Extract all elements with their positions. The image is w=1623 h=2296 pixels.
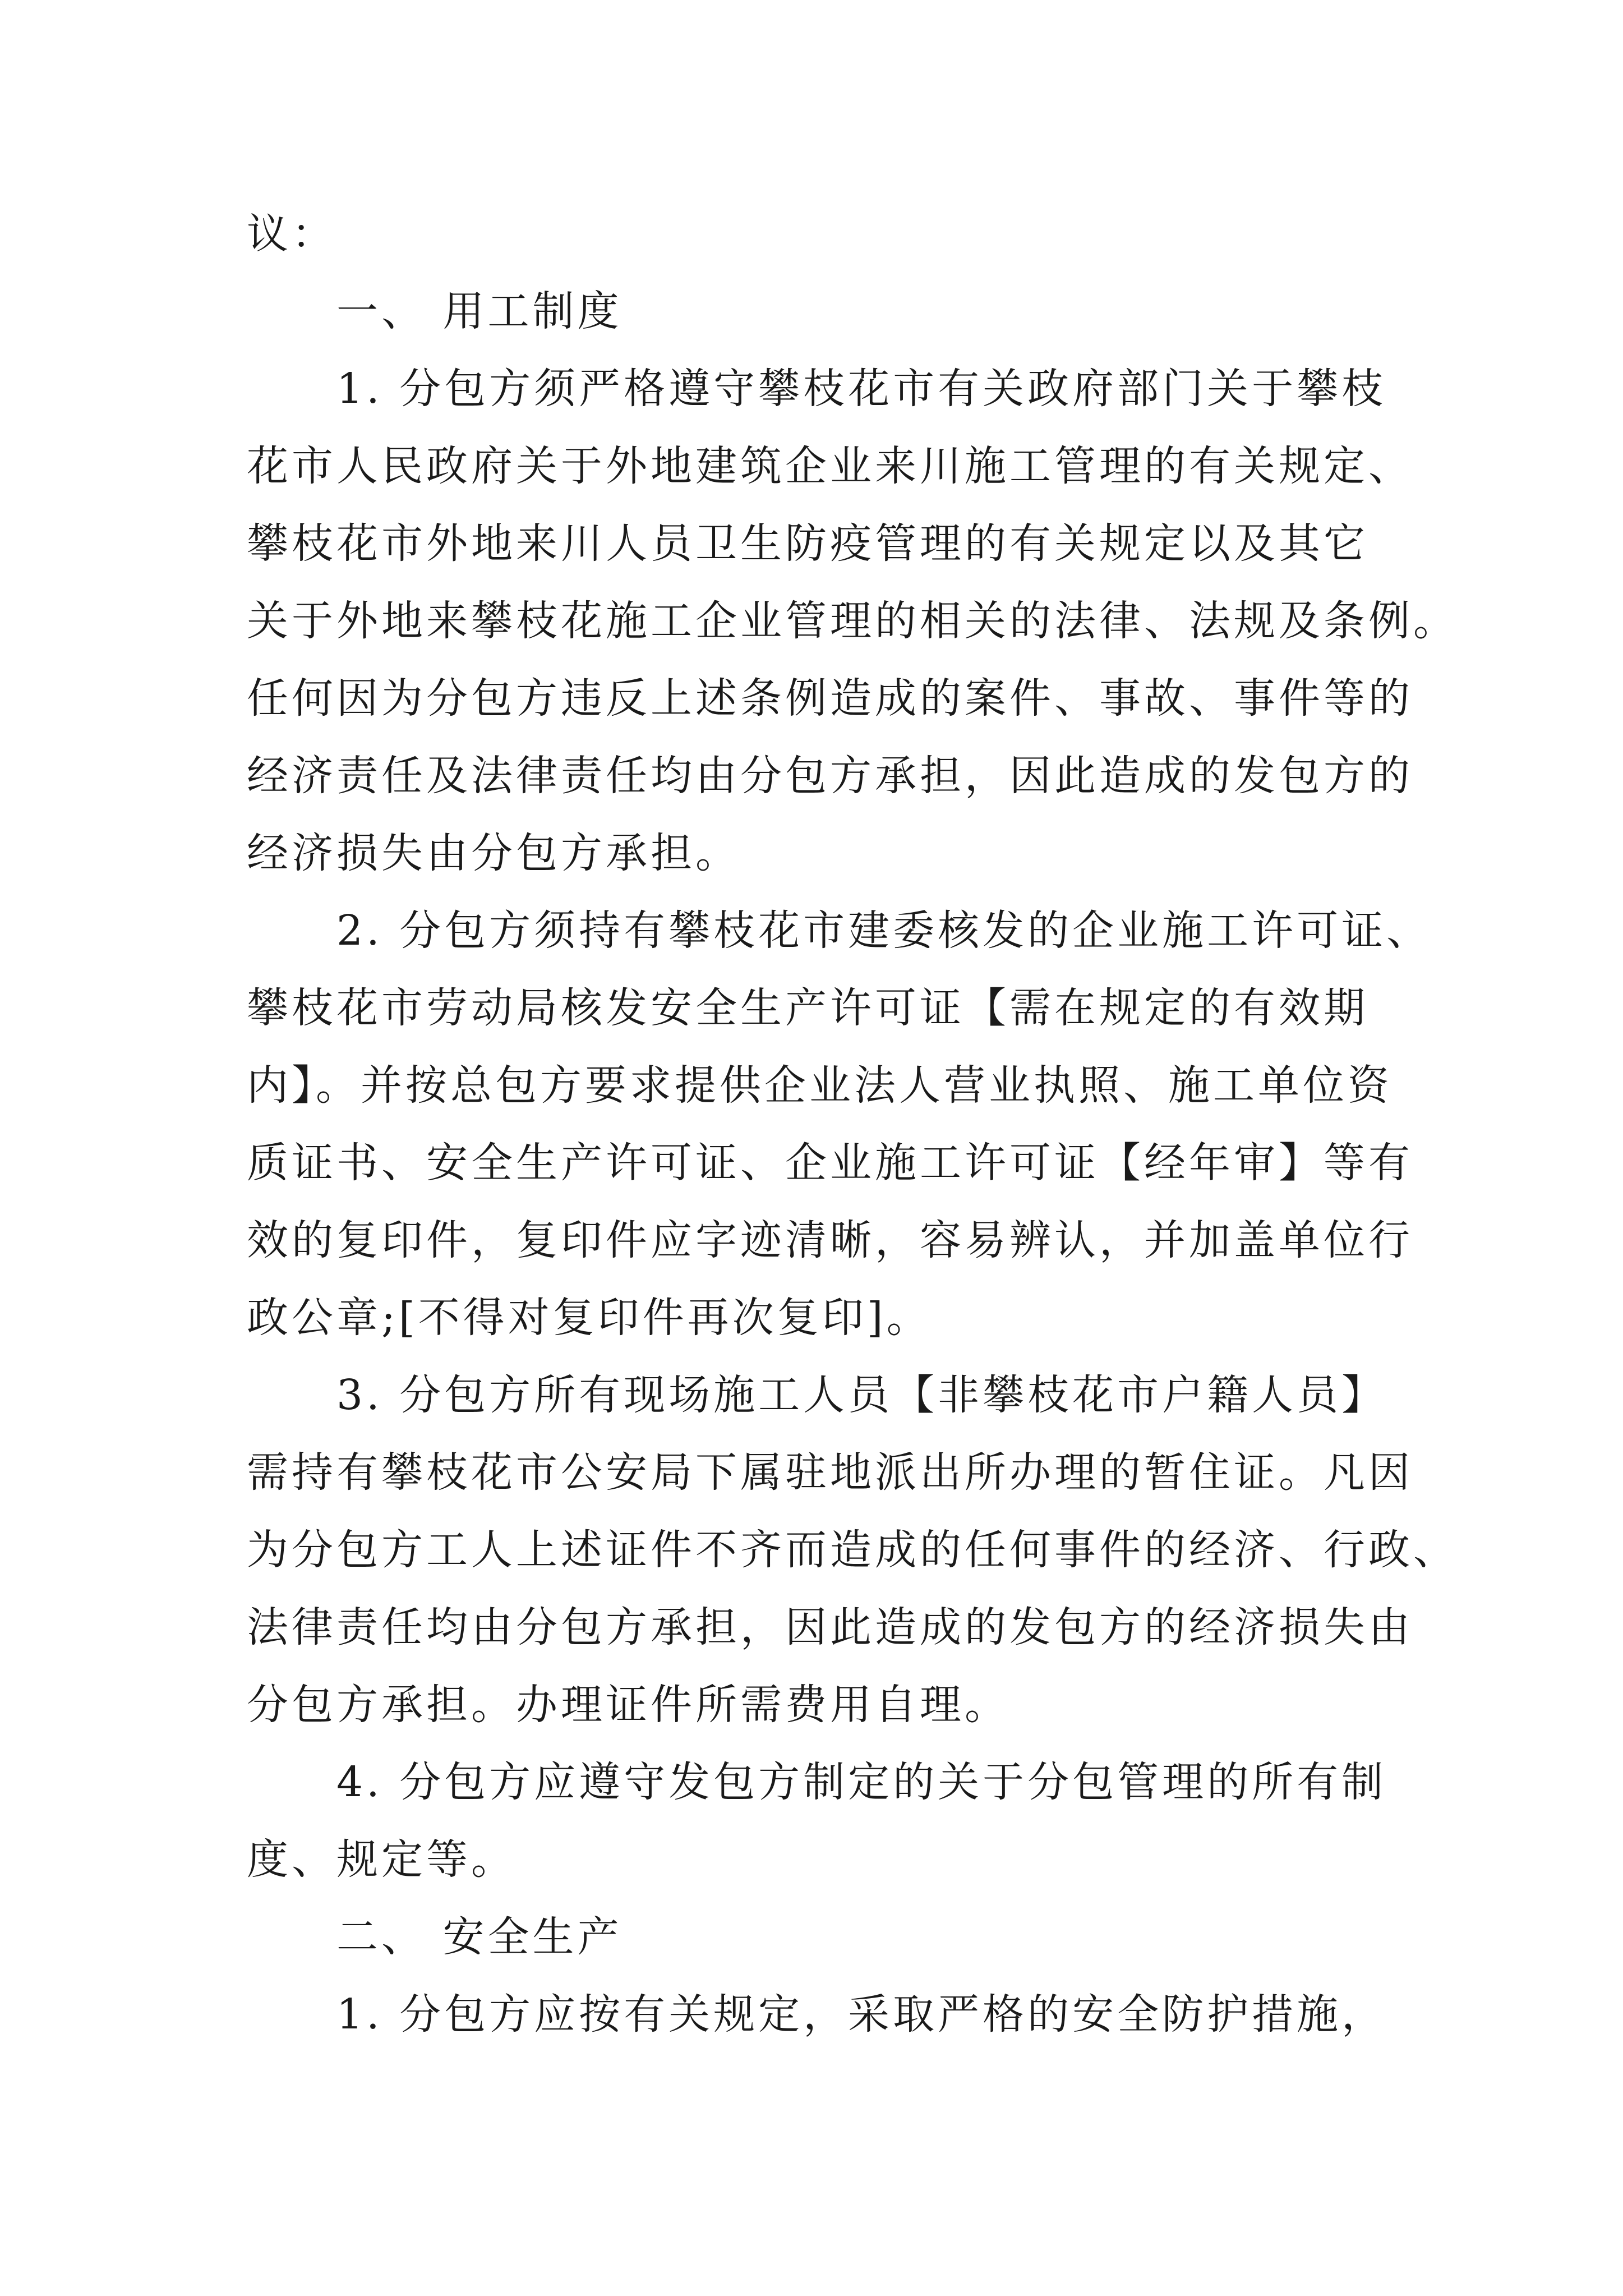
text-line: 花市人民政府关于外地建筑企业来川施工管理的有关规定、 (247, 442, 1413, 490)
paragraph-start: 4. 分包方应遵守发包方制定的关于分包管理的所有制 (336, 1758, 1387, 1806)
text-line: 经济损失由分包方承担。 (247, 829, 740, 877)
text-line: 分包方承担。办理证件所需费用自理。 (247, 1681, 1009, 1729)
text-line: 质证书、安全生产许可证、企业施工许可证【经年审】等有 (247, 1139, 1413, 1187)
text-line: 法律责任均由分包方承担，因此造成的发包方的经济损失由 (247, 1603, 1413, 1651)
text-line: 议： (247, 210, 336, 258)
section-heading: 二、 安全生产 (336, 1913, 623, 1961)
text-line: 内】。并按总包方要求提供企业法人营业执照、施工单位资 (247, 1061, 1393, 1110)
text-line: 经济责任及法律责任均由分包方承担，因此造成的发包方的 (247, 752, 1413, 800)
paragraph-start: 1. 分包方须严格遵守攀枝花市有关政府部门关于攀枝 (336, 365, 1387, 413)
paragraph-start: 3. 分包方所有现场施工人员【非攀枝花市户籍人员】 (336, 1371, 1387, 1419)
text-line: 攀枝花市劳动局核发安全生产许可证【需在规定的有效期 (247, 984, 1368, 1032)
text-line: 需持有攀枝花市公安局下属驻地派出所办理的暂住证。凡因 (247, 1448, 1413, 1497)
text-line: 为分包方工人上述证件不齐而造成的任何事件的经济、行政、 (247, 1526, 1458, 1574)
text-line: 任何因为分包方违反上述条例造成的案件、事故、事件等的 (247, 674, 1413, 723)
text-line: 政公章;[不得对复印件再次复印]。 (247, 1294, 932, 1342)
text-line: 度、规定等。 (247, 1835, 516, 1884)
text-line: 效的复印件，复印件应字迹清晰，容易辨认，并加盖单位行 (247, 1216, 1413, 1264)
section-heading: 一、 用工制度 (336, 287, 623, 335)
paragraph-start: 1. 分包方应按有关规定，采取严格的安全防护措施， (336, 1990, 1387, 2039)
text-line: 关于外地来攀枝花施工企业管理的相关的法律、法规及条例。 (247, 597, 1458, 645)
paragraph-start: 2. 分包方须持有攀枝花市建委核发的企业施工许可证、 (336, 907, 1432, 955)
text-line: 攀枝花市外地来川人员卫生防疫管理的有关规定以及其它 (247, 519, 1368, 568)
